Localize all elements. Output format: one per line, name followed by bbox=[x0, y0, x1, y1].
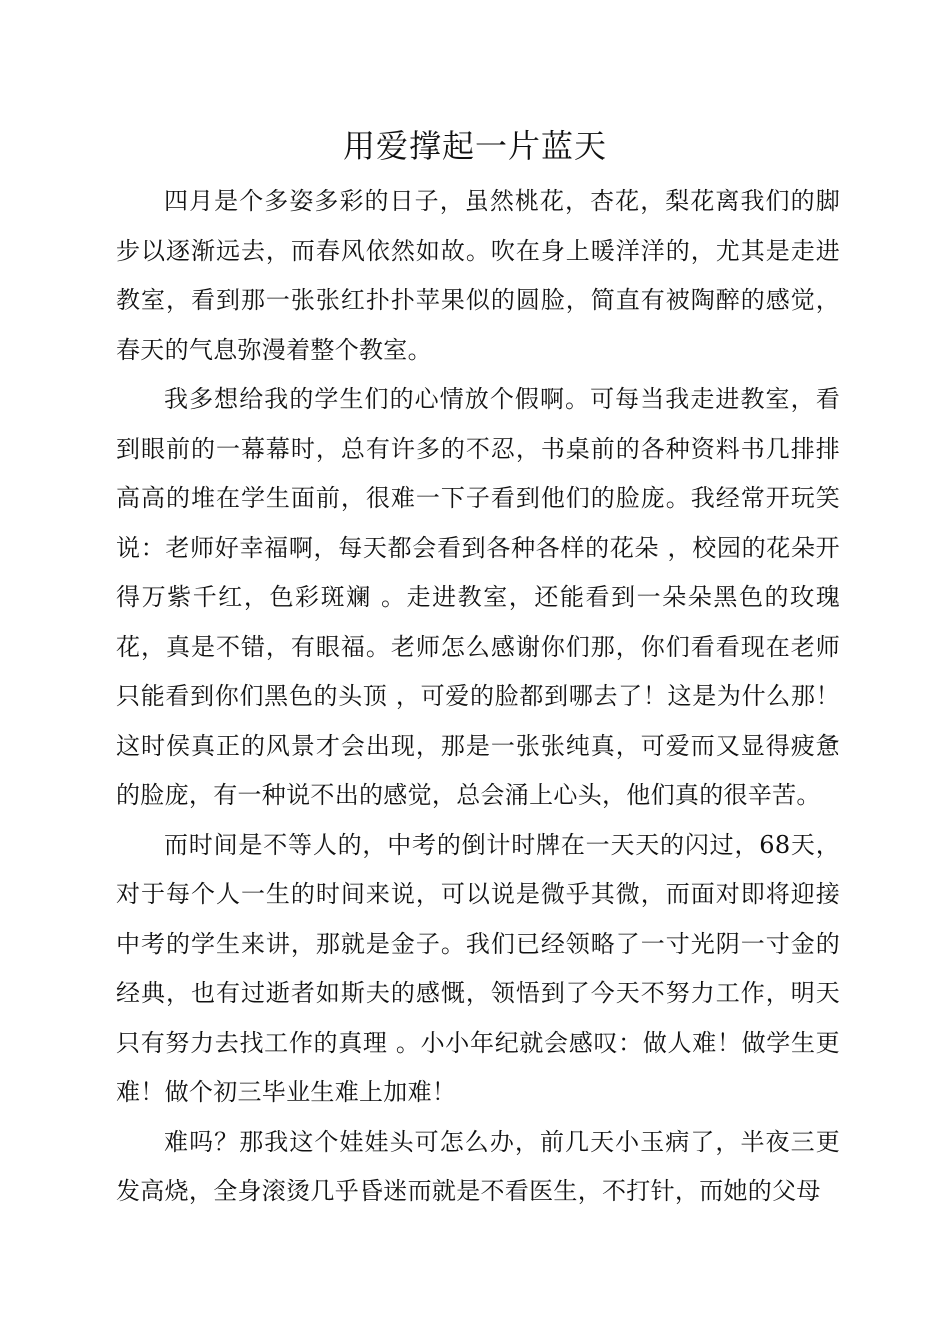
paragraph-3: 而时间是不等人的，中考的倒计时牌在一天天的闪过，68天，对于每个人一生的时间来说，可以说是微乎其微，而面对即将迎接中考的学生来讲，那就是金子。我们已经领略了一寸光阴一寸金的经典，也有过逝者如斯夫的感慨，领悟到了今天不努力工作，明天只有努力去找工作的真理 。小小年纪就会感叹：做人难！做学生更难！做个初三毕业生难上加难！ bbox=[116, 830, 840, 1106]
document-title: 用爱撑起一片蓝天 bbox=[342, 127, 607, 165]
paragraph-4: 难吗？那我这个娃娃头可怎么办，前几天小玉病了，半夜三更发高烧，全身滚烫几乎昏迷而就是不看医生，不打针，而她的父母 bbox=[116, 1127, 840, 1205]
paragraph-2: 我多想给我的学生们的心情放个假啊。可每当我走进教室，看到眼前的一幕幕时，总有许多的不忍，书桌前的各种资料书几排排高高的堆在学生面前，很难一下子看到他们的脸庞。我经常开玩笑说：老师好幸福啊，每天都会看到各种各样的花朵 ，校园的花朵开得万紫千红，色彩斑斓 。走进教室，还能看到一朵朵黑色的玫瑰花，真是不错，有眼福。老师怎么感谢你们那，你们看看现在老师只能看到你们黑色的头顶 ，可爱的脸都到哪去了！这是为什么那！这时侯真正的风景才会出现，那是一张张纯真，可爱而又显得疲惫的脸庞，有一种说不出的感觉，总会涌上心头，他们真的很辛苦。 bbox=[116, 385, 840, 809]
document-body bbox=[116, 177, 840, 1217]
paragraph-1: 四月是个多姿多彩的日子，虽然桃花，杏花，梨花离我们的脚步以逐渐远去，而春风依然如故。吹在身上暖洋洋的，尤其是走进教室，看到那一张张红扑扑苹果似的圆脸，简直有被陶醉的感觉，春天的气息弥漫着整个教室。 bbox=[116, 187, 840, 364]
